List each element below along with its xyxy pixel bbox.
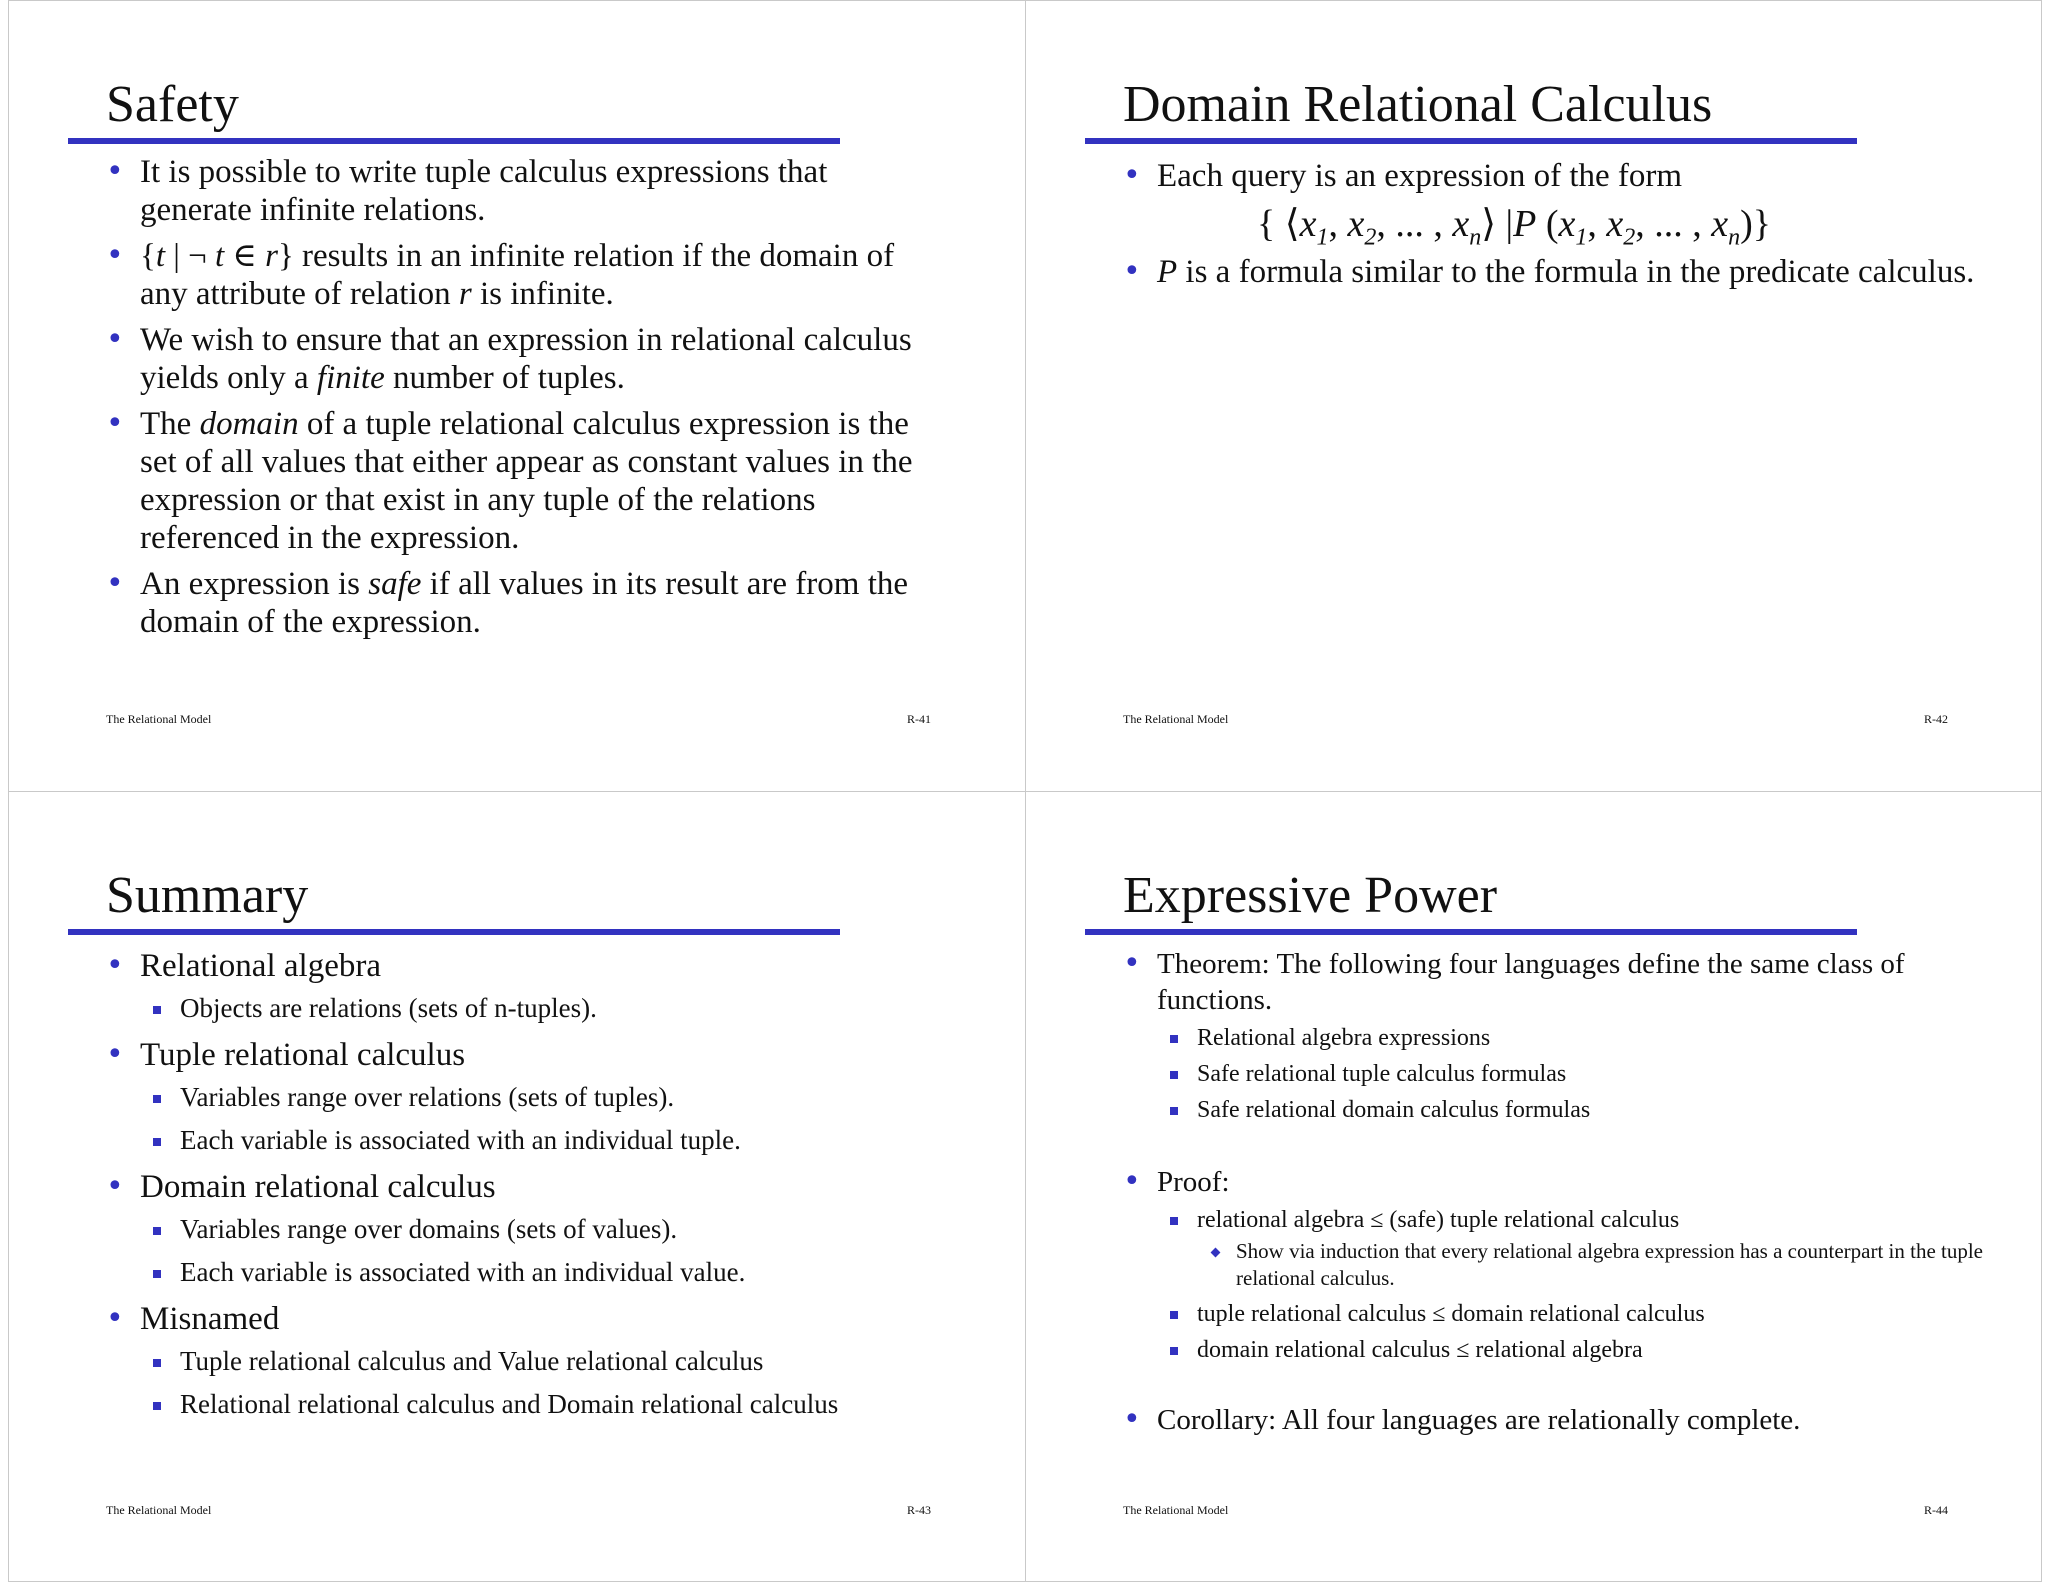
footer-left: The Relational Model <box>1123 1503 1229 1517</box>
sub-bullet: tuple relational calculus ≤ domain relational calculus <box>1123 1298 1983 1330</box>
slide-safety <box>9 1 1025 791</box>
slide-summary <box>9 792 1025 1582</box>
sub-bullet: Safe relational domain calculus formulas <box>1123 1094 1983 1126</box>
footer-left: The Relational Model <box>1123 712 1229 726</box>
footer-left: The Relational Model <box>106 1503 212 1517</box>
title-underline <box>1085 138 1857 144</box>
sub-bullet: Each variable is associated with an individual value. <box>106 1255 966 1289</box>
bullet: • An expression is safe if all values in its result are from the domain of the expression. <box>106 565 936 641</box>
bullet: • We wish to ensure that an expression in relational calculus yields only a finite number of tuples. <box>106 321 936 397</box>
title-underline <box>1085 929 1857 935</box>
title-underline <box>68 929 840 935</box>
formula: { $⟨x_1$, $x_2$, ... , $x_n⟩$ |P ($x_1$, $x_2$, ... , $x_n$)} <box>1257 203 1772 251</box>
bullet: • P is a formula similar to the formula in the predicate calculus. <box>1123 251 1983 293</box>
bullet: • Theorem: The following four languages define the same class of functions. <box>1123 946 1983 1018</box>
bullet: • Misnamed <box>106 1300 966 1338</box>
sub-bullet: Variables range over relations (sets of tuples). <box>106 1080 966 1114</box>
sub-bullet: Objects are relations (sets of n-tuples). <box>106 991 966 1025</box>
bullet: • The domain of a tuple relational calculus expression is the set of all values that either appear as constant values in the expression or that exist in any tuple of the relations referenced in the expression. <box>106 405 936 557</box>
slide-title: Expressive Power <box>1123 867 1498 924</box>
sub-bullet: Tuple relational calculus and Value relational calculus <box>106 1344 966 1378</box>
slide-expressive-power <box>1026 792 2042 1582</box>
footer-page-number: R-42 <box>1924 712 1948 726</box>
footer-left: The Relational Model <box>106 712 212 726</box>
bullet: • Corollary: All four languages are relationally complete. <box>1123 1402 1983 1438</box>
slide-body <box>1123 946 1983 1438</box>
slide-domain-relational-calculus <box>1026 1 2042 791</box>
bullet: • Proof: <box>1123 1164 1983 1200</box>
sub-bullet: Variables range over domains (sets of values). <box>106 1212 966 1246</box>
slide-title: Safety <box>106 76 239 133</box>
sub-bullet: Relational relational calculus and Domain relational calculus <box>106 1387 966 1421</box>
slide-title: Domain Relational Calculus <box>1123 76 1713 133</box>
footer-page-number: R-44 <box>1924 1503 1948 1517</box>
sub-bullet: relational algebra ≤ (safe) tuple relational calculus <box>1123 1204 1983 1236</box>
sub-sub-bullet: Show via induction that every relational algebra expression has a counterpart in the tuple relational calculus. <box>1123 1238 1983 1292</box>
bullet: • Domain relational calculus <box>106 1168 966 1206</box>
sub-bullet: Each variable is associated with an individual tuple. <box>106 1123 966 1157</box>
footer-page-number: R-41 <box>907 712 931 726</box>
bullet: • Relational algebra <box>106 947 966 985</box>
footer-page-number: R-43 <box>907 1503 931 1517</box>
sub-bullet: Relational algebra expressions <box>1123 1022 1983 1054</box>
slide-body <box>106 153 936 641</box>
bullet: • Each query is an expression of the form <box>1123 157 1983 195</box>
title-underline <box>68 138 840 144</box>
sub-bullet: domain relational calculus ≤ relational algebra <box>1123 1334 1983 1366</box>
bullet: • It is possible to write tuple calculus expressions that generate infinite relations. <box>106 153 936 229</box>
bullet: • Tuple relational calculus <box>106 1036 966 1074</box>
sub-bullet: Safe relational tuple calculus formulas <box>1123 1058 1983 1090</box>
bullet: • {t | ¬ t ∈ r} results in an infinite relation if the domain of any attribute of relation r is infinite. <box>106 237 936 313</box>
slide-body <box>106 947 966 1421</box>
slide-body <box>1123 157 1983 293</box>
slide-title: Summary <box>106 867 309 924</box>
